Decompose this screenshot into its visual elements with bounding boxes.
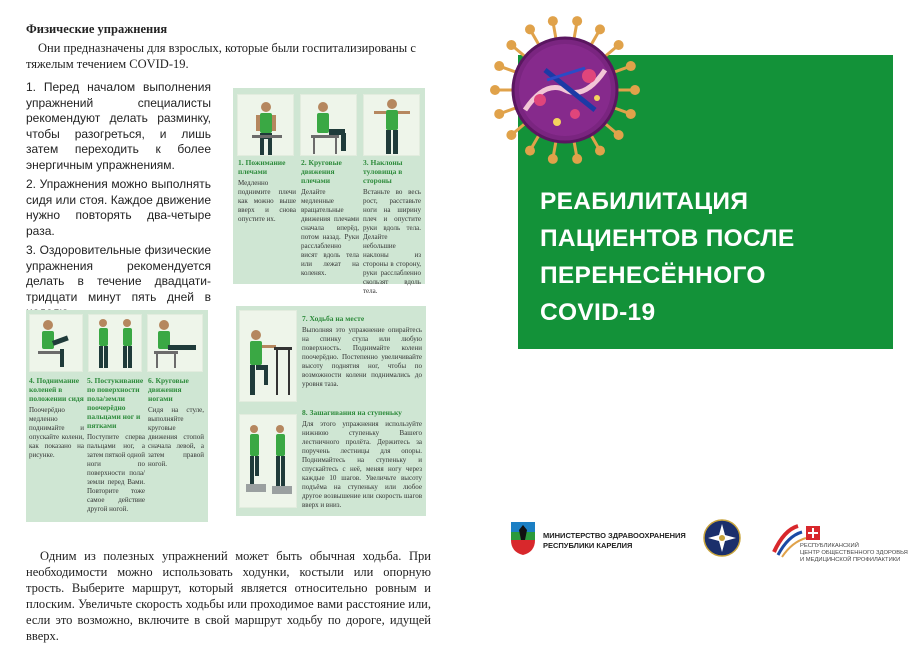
- exercise-5-illustration: [88, 314, 142, 372]
- exercise-7-block: [302, 314, 422, 389]
- exercise-4-title: 4. Поднимание коленей в положении сидя: [29, 376, 84, 403]
- exercise-5-title: 5. Постукивание по поверхности пола/земли поочерёдно пальцами ног и пятками: [87, 376, 144, 430]
- exercise-1-text: Медленно поднимите плечи как можно выше вверх и снова опустите их.: [238, 179, 296, 223]
- virus-spike-tip: [572, 16, 582, 26]
- ministry-line-1: МИНИСТЕРСТВО ЗДРАВООХРАНЕНИЯ: [543, 531, 686, 540]
- health-plus-icon: [806, 526, 820, 540]
- ministry-name: [543, 531, 686, 551]
- center-line-1: РЕСПУБЛИКАНСКИЙ: [800, 543, 859, 549]
- virus-illustration: [485, 10, 645, 170]
- cover-title-line-2: ПАЦИЕНТОВ ПОСЛЕ: [540, 225, 795, 252]
- exercise-3-illustration: [363, 94, 420, 156]
- virus-spike-tip: [525, 146, 535, 156]
- virus-spike-tip: [614, 130, 624, 140]
- recommendation-2: 2. Упражнения можно выполнять сидя или стоя. Каждое движение нужно повторять два-четыре раза.: [26, 177, 211, 238]
- exercise-7-title: 7. Ходьба на месте: [302, 314, 365, 323]
- exercise-7-illustration: [239, 310, 297, 402]
- virus-spike-tip: [494, 61, 504, 71]
- cover-title-line-1: РЕАБИЛИТАЦИЯ: [540, 188, 749, 215]
- exercise-2-block: [301, 158, 359, 278]
- exercise-6-title: 6. Круговые движения ногами: [148, 376, 189, 403]
- exercise-6-text: Сидя на стуле, выполняйте круговые движения стопой сначала левой, а затем правой ногой.: [148, 406, 204, 468]
- virus-spike-tip: [494, 109, 504, 119]
- exercise-7-text: Выполняя это упражнение опирайтесь на спинку стула или любую поверхность. Поднимайте колени поочерёдно. Постепенно увеличивайте высоту поднятия ног, чтобы по возможности колени поднимались до уровня таза.: [302, 326, 422, 388]
- virus-spike-tip: [614, 40, 624, 50]
- virus-spike-tip: [548, 16, 558, 26]
- center-line-2: ЦЕНТР ОБЩЕСТВЕННОГО ЗДОРОВЬЯ: [800, 550, 908, 556]
- cover-title-line-4: COVID-19: [540, 299, 656, 326]
- recommendation-1: 1. Перед началом выполнения упражнений специалисты рекомендуют делать разминку, чтобы разогреться, и лишь затем переходить к более энергичным упражнениям.: [26, 80, 211, 172]
- exercise-8-block: [302, 408, 422, 510]
- center-name: [800, 543, 908, 564]
- exercise-1-block: [238, 158, 296, 224]
- virus-spike-tip: [626, 61, 636, 71]
- virus-spike-tip: [506, 130, 516, 140]
- exercise-4-text: Поочерёдно медленно поднимайте и опускайте колени, как показано на рисунке.: [29, 406, 84, 459]
- exercise-6-block: [148, 376, 204, 469]
- exercise-3-block: [363, 158, 421, 296]
- virus-spike-tip: [506, 40, 516, 50]
- exercise-panel-walking: [236, 306, 426, 516]
- exercise-2-title: 2. Круговые движения плечами: [301, 158, 342, 185]
- virus-spike-tip: [525, 24, 535, 34]
- exercise-4-illustration: [29, 314, 83, 372]
- virus-spike-tip: [490, 85, 500, 95]
- virus-spike-tip: [548, 154, 558, 164]
- exercise-8-illustration: [239, 414, 297, 508]
- virus-spike-tip: [595, 146, 605, 156]
- ministry-line-2: РЕСПУБЛИКИ КАРЕЛИЯ: [543, 541, 633, 550]
- exercise-8-title: 8. Зашагивания на ступеньку: [302, 408, 402, 417]
- exercise-3-title: 3. Наклоны туловища в стороны: [363, 158, 403, 185]
- intro-paragraph: Они предназначены для взрослых, которые были госпитализированы с тяжелым течением COVID-19.: [26, 41, 416, 71]
- exercise-3-text: Встаньте во весь рост, расставьте ноги на ширину плеч и опустите руки вдоль тела. Делайте небольшие наклоны из стороны в сторону, руки расслабленно скользят вдоль тела.: [363, 188, 421, 295]
- cover-title: [540, 183, 870, 331]
- star-emblem-icon: [702, 518, 742, 558]
- karelia-coat-of-arms-icon: [508, 520, 538, 556]
- exercise-1-illustration: [237, 94, 294, 156]
- numbered-recommendations: [26, 80, 211, 325]
- virus-spike-tip: [626, 109, 636, 119]
- exercise-2-illustration: [300, 94, 357, 156]
- recommendation-3: 3. Оздоровительные физические упражнения рекомендуется делать в течение двадцати-тридцати минут пять дней в: [26, 243, 211, 304]
- center-line-3: И МЕДИЦИНСКОЙ ПРОФИЛАКТИКИ: [800, 557, 901, 563]
- exercise-panel-legs: [26, 310, 208, 522]
- exercise-5-block: [87, 376, 145, 514]
- section-heading: Физические упражнения: [26, 22, 168, 36]
- exercise-1-title: 1. Пожимание плечами: [238, 158, 286, 176]
- exercise-panel-upper-body: [233, 88, 425, 295]
- exercise-8-text: Для этого упражнения используйте нижнюю ступеньку Вашего лестничного пролёта. Держитесь за поручень лестницы для опоры. Поднимайтесь на ступеньку и спускайтесь с неё, меняя ногу через каждые 10 шагов. Увеличьте высоту подъёма на ступеньку или любое другое возвышение или скорость шагов вверх и вниз.: [302, 420, 422, 509]
- virus-spike-tip: [572, 154, 582, 164]
- exercise-5-text: Поступите сперва пальцами ног, а затем пяткой одной ноги по поверхности пола/земли перед Вами. Повторите тоже самое действие другой ногой.: [87, 433, 145, 513]
- virus-spike-tip: [630, 85, 640, 95]
- cover-title-line-3: ПЕРЕНЕСЁННОГО: [540, 262, 766, 289]
- exercise-2-text: Делайте медленные вращательные движения плечами сначала вперёд, потом назад. Руки расслабленно висят вдоль тела или лежат на коленях.: [301, 188, 359, 277]
- walking-paragraph: Одним из полезных упражнений может быть обычная ходьба. При необходимости можно использовать ходунки, костыли или опорную трость. Выберите маршрут, который является относительно ровным и плоским. Увеличьте скорость ходьбы или проходимое вами расстояние или, если это возможно, включите в свой маршрут ходьбу по дороге, идущей вверх.: [26, 549, 431, 643]
- exercise-6-illustration: [147, 314, 203, 372]
- virus-spike-tip: [595, 24, 605, 34]
- exercise-4-block: [29, 376, 84, 460]
